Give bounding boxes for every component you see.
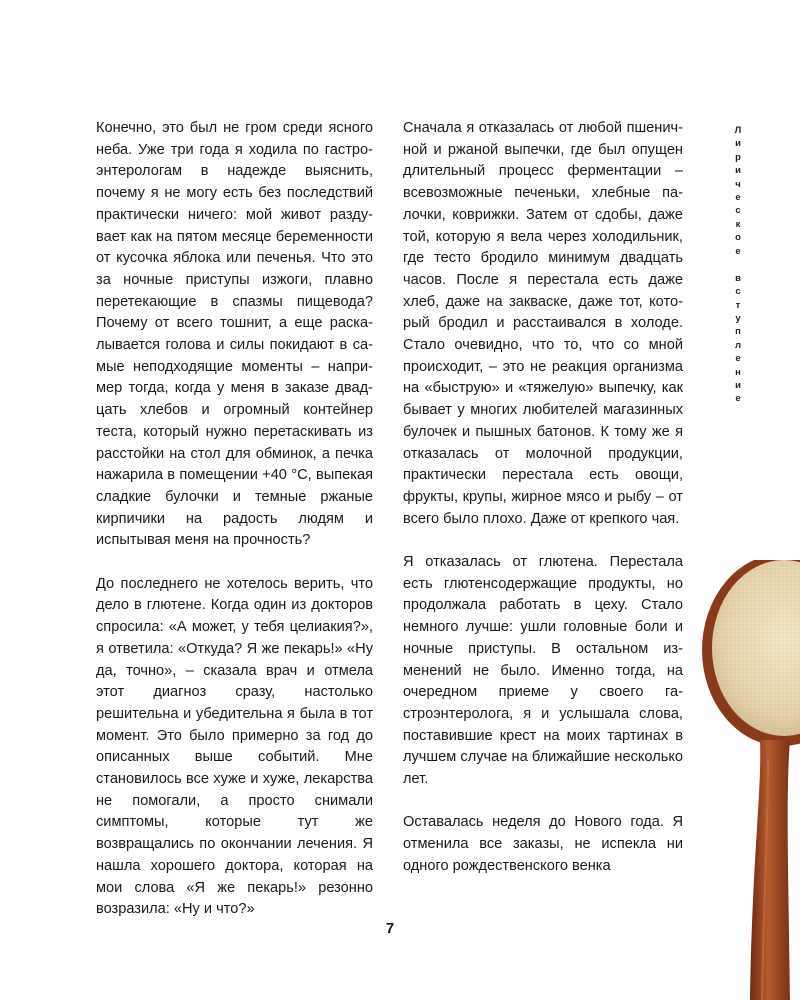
running-head-letter: ч — [735, 178, 741, 190]
paragraph: Сначала я отказалась от любой пшеничной и ржаной выпечки, где был опущен длительный процесс ферментации – всевозможные печеньки, хлебные палочки, коврижки. Затем от сдобы, даже той, которую я вела через холодильник, где тесто бродило минимум двадцать часов. После я перестала есть даже хлеб, даже на закваске, даже тот, который бродил и расстаивался в холоде. Стало очевидно, что то, что со мной происходит, – это не реакция организма на «быструю» и «тяжелую» выпечку, как бывает у многих любителей магазинных булочек и пышных батонов. К тому же я отказалась от молочной продукции, практически перестала есть овощи, фрукты, крупы, жирное мясо и рыбу – от всего было плохо. Даже от крепкого чая. — [403, 120, 683, 527]
running-head-letter: е — [735, 191, 741, 203]
running-head-letter: л — [734, 339, 742, 351]
running-head-letter: с — [735, 205, 741, 217]
paragraph: Оставалась неделя до Нового года. Я отменила все заказы, не испекла ни одного рождественского венка — [403, 814, 683, 874]
paragraph: Я отказалась от глютена. Перестала есть глютенсодержащие продукты, но продолжала работать в цеху. Стало немного лучше: ушли головные боли и ночные приступы. В остальном изменений не было. Именно тогда, на очередном приеме у своего гастроэнтеролога, я и услышала слова, поставившие крест на моих тартинах в лучшем случае на ближайшие несколько лет. — [403, 554, 683, 788]
paragraph: До последнего не хотелось верить, что дело в глютене. Когда один из докторов спросила: «А может, у тебя целиакия?», я ответила: «Откуда? Я же пекарь!» «Ну да, точно», – сказала врач и отмела этот диагноз сразу, настолько решительна и убедительна я была в тот момент. Это было примерно за год до описанных выше событий. Мне становилось все хуже и хуже, лекарства не помогали, а просто снимали симптомы, которые тут же возвращались по окончании лечения. Я нашла хорошего доктора, которая на мои слова «Я же пекарь!» резонно возразила: «Ну и что?» — [96, 575, 373, 918]
paragraph: Конечно, это был не гром среди ясного неба. Уже три года я ходила по гастроэнтерологам в надежде выяснить, почему я не могу есть без последствий практически ничего: мой живот раздувает как на пятом месяце беременности от кусочка яблока или печенья. Что это за ночные приступы изжоги, плавно перетекающие в спазмы пищевода? Почему от всего тошнит, а еще раскалывается голова и силы покидают в самые неподходящие моменты – например тогда, когда у меня в заказе двадцать хлебов и огромный контейнер теста, который нужно перетаскивать из расстойки на стол для обминок, а печка нажарила в помещении +40 °С, выпекая сладкие булочки и темные ржаные кирпичики на радость людям и испытывая меня на прочность? — [96, 120, 373, 549]
running-head-letter: о — [735, 232, 741, 244]
running-head-letter: и — [735, 380, 741, 392]
left-column — [96, 118, 373, 943]
running-head-letter: с — [735, 286, 741, 298]
running-head-letter: т — [735, 299, 741, 311]
running-head-letter: е — [735, 245, 741, 257]
running-head-letter: н — [735, 366, 741, 378]
running-head-letter: и — [735, 165, 741, 177]
running-head — [728, 124, 748, 406]
running-head-letter: п — [735, 326, 741, 338]
running-head-letter: е — [735, 353, 741, 365]
right-column — [403, 118, 683, 899]
page-number: 7 — [385, 920, 395, 937]
spoon-handle — [750, 740, 790, 1000]
running-head-letter: Л — [734, 125, 742, 136]
running-head-letter: е — [735, 393, 741, 405]
running-head-letter: у — [735, 313, 741, 325]
wooden-spoon-image — [690, 560, 800, 1000]
running-head-letter: и — [735, 138, 741, 150]
running-head-letter — [737, 258, 740, 272]
running-head-letter: к — [735, 218, 741, 230]
running-head-letter: р — [735, 151, 741, 163]
running-head-letter: в — [735, 272, 741, 284]
